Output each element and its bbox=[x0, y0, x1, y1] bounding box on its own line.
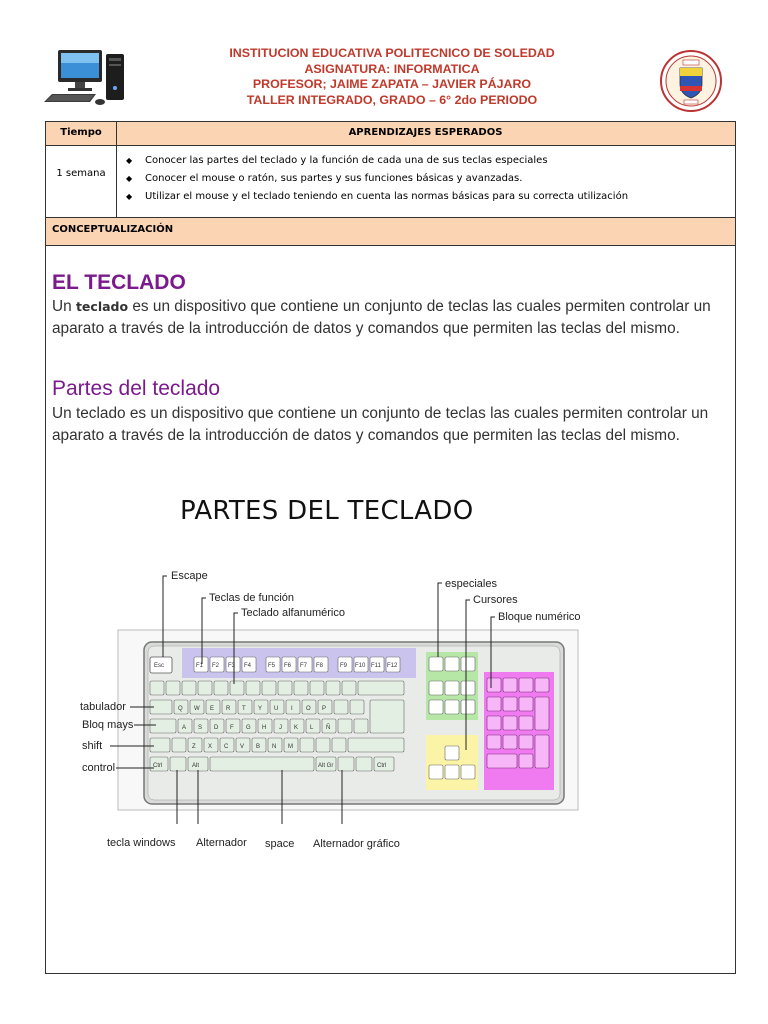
svg-text:D: D bbox=[214, 725, 219, 731]
list-item: ◆ Utilizar el mouse y el teclado teniendo en cuenta las normas básicas para su correcta utilización bbox=[126, 188, 628, 206]
svg-text:H: H bbox=[262, 725, 267, 731]
list-item: ◆ Conocer las partes del teclado y la función de cada una de sus teclas especiales bbox=[126, 152, 628, 170]
label-altgr: Alternador gráfico bbox=[313, 838, 400, 850]
keyboard-definition: Un teclado es un dispositivo que contiene un conjunto de teclas las cuales permiten controlar un aparato a través de la introducción de datos y comandos que permiten las teclas del mismo. bbox=[52, 298, 711, 337]
label-escape: Escape bbox=[171, 570, 208, 582]
svg-text:F2: F2 bbox=[212, 663, 220, 669]
concept-heading: CONCEPTUALIZACIÓN bbox=[52, 224, 174, 235]
section-title-parts: Partes del teclado bbox=[52, 377, 221, 400]
column-divider bbox=[116, 122, 117, 218]
svg-text:F5: F5 bbox=[268, 663, 276, 669]
subject: ASIGNATURA: INFORMATICA bbox=[304, 61, 480, 76]
diamond-bullet-icon: ◆ bbox=[126, 174, 133, 183]
time-cell: 1 semana bbox=[56, 168, 106, 179]
svg-text:F4: F4 bbox=[244, 663, 252, 669]
svg-text:F6: F6 bbox=[284, 663, 292, 669]
svg-text:K: K bbox=[294, 725, 299, 731]
svg-text:Q: Q bbox=[178, 706, 183, 712]
svg-text:M: M bbox=[288, 744, 293, 750]
goals-list bbox=[126, 152, 628, 206]
keyboard-diagram bbox=[70, 560, 670, 870]
svg-text:Alt Gr: Alt Gr bbox=[318, 763, 334, 769]
school-header bbox=[150, 46, 634, 108]
svg-text:P: P bbox=[322, 706, 327, 712]
svg-text:V: V bbox=[240, 744, 245, 750]
column-header-goals: APRENDIZAJES ESPERADOS bbox=[348, 127, 503, 138]
svg-text:F11: F11 bbox=[371, 663, 381, 669]
svg-text:S: S bbox=[198, 725, 203, 731]
label-control: control bbox=[82, 762, 116, 774]
esc-key-label: Esc bbox=[154, 663, 165, 669]
concept-row bbox=[46, 218, 735, 246]
svg-text:F12: F12 bbox=[387, 663, 398, 669]
label-caps-lock: Bloq mays bbox=[82, 719, 134, 731]
school-name: INSTITUCION EDUCATIVA POLITECNICO DE SOLEDAD bbox=[229, 46, 555, 60]
table-header-row bbox=[46, 122, 735, 146]
computer-logo-icon bbox=[44, 48, 128, 110]
svg-text:T: T bbox=[242, 706, 246, 712]
svg-text:U: U bbox=[274, 706, 279, 712]
label-function-keys: Teclas de función bbox=[209, 592, 294, 604]
svg-text:F: F bbox=[230, 725, 234, 731]
diamond-bullet-icon: ◆ bbox=[126, 156, 133, 165]
svg-text:E: E bbox=[210, 706, 215, 712]
svg-text:Ñ: Ñ bbox=[326, 725, 331, 731]
svg-text:R: R bbox=[226, 706, 231, 712]
svg-text:W: W bbox=[194, 706, 200, 712]
parts-paragraph: Un teclado es un dispositivo que contiene un conjunto de teclas las cuales permiten controlar un aparato a través de la introducción de datos y comandos que permiten las teclas del mismo. bbox=[52, 405, 709, 444]
svg-text:F3: F3 bbox=[228, 663, 236, 669]
label-numeric-keypad: Bloque numérico bbox=[498, 611, 581, 623]
label-space: space bbox=[265, 838, 295, 850]
column-header-time: Tiempo bbox=[60, 127, 102, 138]
teachers: PROFESOR; JAIME ZAPATA – JAVIER PÁJARO bbox=[252, 77, 532, 92]
school-crest-icon bbox=[660, 50, 722, 112]
label-tab: tabulador bbox=[80, 701, 126, 713]
svg-text:L: L bbox=[310, 725, 314, 731]
svg-text:F10: F10 bbox=[355, 663, 366, 669]
svg-text:X: X bbox=[208, 744, 213, 750]
label-shift: shift bbox=[82, 740, 103, 752]
svg-text:Ctrl: Ctrl bbox=[377, 763, 387, 769]
svg-text:N: N bbox=[272, 744, 277, 750]
diamond-bullet-icon: ◆ bbox=[126, 192, 133, 201]
label-special-keys: especiales bbox=[445, 578, 497, 590]
workshop-grade: TALLER INTEGRADO, GRADO – 6° 2do PERIODO bbox=[246, 92, 538, 107]
svg-text:Ctrl: Ctrl bbox=[153, 763, 163, 769]
special-keys bbox=[429, 657, 475, 714]
cursor-keys-zone bbox=[426, 735, 478, 790]
section-title-keyboard: EL TECLADO bbox=[52, 271, 186, 294]
label-alphanumeric: Teclado alfanumérico bbox=[241, 607, 345, 619]
svg-text:F7: F7 bbox=[300, 663, 308, 669]
svg-text:Alt: Alt bbox=[192, 763, 200, 769]
list-item: ◆ Conocer el mouse o ratón, sus partes y sus funciones básicas y avanzadas. bbox=[126, 170, 628, 188]
svg-text:I: I bbox=[291, 706, 293, 712]
svg-text:F9: F9 bbox=[340, 663, 348, 669]
svg-text:O: O bbox=[306, 706, 311, 712]
label-alt: Alternador bbox=[196, 837, 247, 849]
svg-text:F1: F1 bbox=[196, 663, 204, 669]
svg-text:A: A bbox=[182, 725, 187, 731]
svg-text:J: J bbox=[279, 725, 282, 731]
label-cursors: Cursores bbox=[473, 594, 518, 606]
svg-text:Y: Y bbox=[258, 706, 263, 712]
svg-text:Z: Z bbox=[192, 744, 196, 750]
svg-text:C: C bbox=[224, 744, 229, 750]
svg-text:B: B bbox=[256, 744, 261, 750]
table-row bbox=[46, 146, 735, 218]
svg-text:F8: F8 bbox=[316, 663, 324, 669]
label-windows-key: tecla windows bbox=[107, 837, 176, 849]
svg-text:G: G bbox=[246, 725, 251, 731]
figure-title: PARTES DEL TECLADO bbox=[180, 496, 474, 526]
